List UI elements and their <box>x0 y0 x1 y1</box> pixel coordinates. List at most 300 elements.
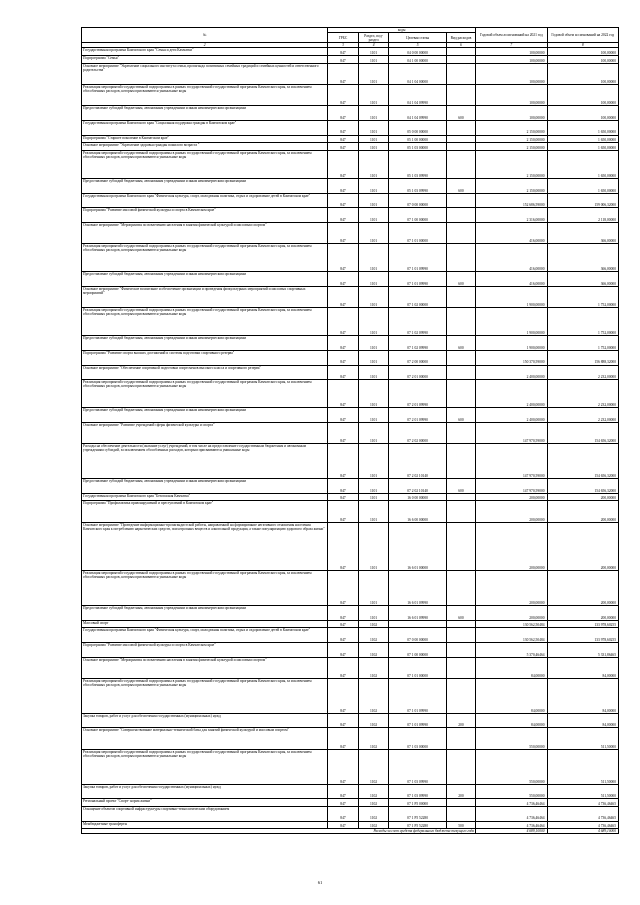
row-name: Основное мероприятие "Укрепление социального института семьи, пропаганда позитивных семейных традиций и семейных ценностей и ответственного родительства" <box>82 63 328 84</box>
row-grbs: 847 <box>328 799 359 807</box>
row-2021: 84,00000 <box>476 713 547 728</box>
row-2022: 154 656,32000 <box>547 444 618 479</box>
row-2022: 366,00000 <box>547 222 618 243</box>
row-target: 07 2 02 10140 <box>389 444 446 479</box>
row-name: Предоставление субсидий бюджетным, автономным учреждениям и иным некоммерческим организациям <box>82 408 328 423</box>
row-2021: 100,00000 <box>476 85 547 106</box>
table-row <box>82 479 619 494</box>
row-kind <box>446 799 475 807</box>
row-2021: 200,00000 <box>476 522 547 570</box>
row-target: 07 0 00 00000 <box>389 193 446 208</box>
row-grbs: 847 <box>328 63 359 84</box>
row-name: Реализация мероприятий государственной подпрограммы в рамках государственной государственной программы Камчатского края, за исключением обособленных расходов, которым присваиваются уникальные коды <box>82 749 328 784</box>
row-kind <box>446 501 475 522</box>
row-section: 1101 <box>358 143 389 151</box>
row-target: 16 6 01 09990 <box>389 606 446 621</box>
row-2022: 133 978,60255 <box>547 620 618 628</box>
row-grbs: 847 <box>328 408 359 423</box>
row-name: Подпрограмма "Развитие массовой физической культуры и спорта в Камчатском крае" <box>82 643 328 658</box>
row-grbs: 847 <box>328 628 359 643</box>
table-header <box>82 28 619 48</box>
row-2021: 84,00000 <box>476 657 547 678</box>
row-target: 05 1 03 09990 <box>389 151 446 179</box>
row-target: 07 1 02 00000 <box>389 286 446 307</box>
row-target: 07 1 02 09990 <box>389 308 446 336</box>
row-target: 04 1 00 00000 <box>389 55 446 63</box>
row-kind <box>446 380 475 408</box>
row-target: 07 2 02 00000 <box>389 422 446 443</box>
row-target: 05 0 00 00000 <box>389 121 446 136</box>
row-kind: 600 <box>446 336 475 351</box>
index-cell: 4 <box>358 43 389 48</box>
row-section: 1102 <box>358 821 389 829</box>
row-2022: 200,00000 <box>547 571 618 606</box>
row-name: Реализация мероприятий государственной подпрограммы в рамках государственной государственной программы Камчатского края, за исключением обособленных расходов, которым присваиваются уникальные коды <box>82 151 328 179</box>
table-row <box>82 208 619 223</box>
row-section: 1101 <box>358 121 389 136</box>
row-section: 1101 <box>358 55 389 63</box>
row-2021: 550,00000 <box>476 784 547 799</box>
row-name: Государственная программа Камчатского края "Физическая культура, спорт, молодежная политика, отдых и оздоровление детей в Камчатском крае" <box>82 193 328 208</box>
row-2022: 84,00000 <box>547 657 618 678</box>
row-2021: 5 370,46464 <box>476 643 547 658</box>
row-grbs: 847 <box>328 106 359 121</box>
table-row <box>82 643 619 658</box>
row-2021: 2 150,00000 <box>476 179 547 194</box>
row-2021: 4 736,46464 <box>476 799 547 807</box>
table-row <box>82 121 619 136</box>
row-2022: 100,00000 <box>547 55 618 63</box>
federal-budget-row <box>82 829 619 834</box>
row-kind <box>446 628 475 643</box>
row-section: 1102 <box>358 807 389 822</box>
row-target: 05 1 03 00000 <box>389 143 446 151</box>
row-target: 07 1 00 00000 <box>389 208 446 223</box>
row-2022: 2 232,00000 <box>547 365 618 380</box>
row-target: 16 6 01 09990 <box>389 571 446 606</box>
row-2021: 150 370,59000 <box>476 351 547 366</box>
row-kind: 600 <box>446 479 475 494</box>
table-row <box>82 308 619 336</box>
row-2021: 130 562,50484 <box>476 628 547 643</box>
row-2022: 366,00000 <box>547 272 618 287</box>
row-section: 1101 <box>358 135 389 143</box>
row-2021: 2 316,00000 <box>476 208 547 223</box>
table-row <box>82 522 619 570</box>
row-section: 1102 <box>358 784 389 799</box>
row-name: Основное мероприятие "Проведение информационно-пропагандистской работы, направленной на формирование негативного отношения населения Камчатского края к потреблению наркотических средств, психотропных веществ и алкогольной продукции, а также популяризацию здорового образа жизни" <box>82 522 328 570</box>
row-kind <box>446 286 475 307</box>
row-section: 1102 <box>358 799 389 807</box>
row-grbs: 847 <box>328 193 359 208</box>
row-kind <box>446 643 475 658</box>
federal-budget-2021: 4 689,10000 <box>476 829 547 834</box>
row-2022: 84,00000 <box>547 678 618 713</box>
table-row <box>82 620 619 628</box>
row-name: Реализация мероприятий государственной подпрограммы в рамках государственной государственной программы Камчатского края, за исключением обособленных расходов, которым присваиваются уникальные коды <box>82 571 328 606</box>
row-grbs: 847 <box>328 365 359 380</box>
budget-table <box>81 27 619 834</box>
row-kind: 600 <box>446 606 475 621</box>
row-grbs: 847 <box>328 308 359 336</box>
row-section: 1102 <box>358 749 389 784</box>
row-2022: 1 752,00000 <box>547 336 618 351</box>
header-2021: Годовой объем ассигнований на 2021 год <box>476 28 547 43</box>
row-kind <box>446 749 475 784</box>
row-2021: 100,00000 <box>476 63 547 84</box>
row-2022: 200,00000 <box>547 501 618 522</box>
table-row <box>82 286 619 307</box>
row-name: Предоставление субсидий бюджетным, автономным учреждениям и иным некоммерческим организациям <box>82 479 328 494</box>
row-kind: 600 <box>446 106 475 121</box>
row-2022: 154 656,32000 <box>547 479 618 494</box>
row-2021: 2 150,00000 <box>476 135 547 143</box>
row-kind: 200 <box>446 713 475 728</box>
row-section: 1101 <box>358 336 389 351</box>
row-section: 1101 <box>358 179 389 194</box>
row-2021: 200,00000 <box>476 606 547 621</box>
table-row <box>82 151 619 179</box>
row-section: 1101 <box>358 106 389 121</box>
row-name: Государственная программа Камчатского края "Безопасная Камчатка" <box>82 493 328 501</box>
row-2022: 511,50000 <box>547 728 618 749</box>
row-target: 07 1 P5 52280 <box>389 821 446 829</box>
table-row <box>82 244 619 272</box>
row-grbs: 847 <box>328 208 359 223</box>
row-grbs: 847 <box>328 522 359 570</box>
row-2021: 1 900,00000 <box>476 336 547 351</box>
row-2022: 200,00000 <box>547 522 618 570</box>
row-grbs: 847 <box>328 380 359 408</box>
row-name: Реализация мероприятий государственной подпрограммы в рамках государственной государственной программы Камчатского края, за исключением обособленных расходов, которым присваиваются уникальные коды <box>82 678 328 713</box>
row-name: Основное мероприятие "Физическое воспитание и обеспечение организации и проведения физкультурных мероприятий и массовых спортивных мероприятий" <box>82 286 328 307</box>
row-target: 07 1 01 09990 <box>389 713 446 728</box>
row-kind <box>446 351 475 366</box>
row-section: 1102 <box>358 678 389 713</box>
row-2021: 147 970,59000 <box>476 422 547 443</box>
row-kind: 600 <box>446 272 475 287</box>
row-kind <box>446 422 475 443</box>
row-section: 1102 <box>358 728 389 749</box>
row-grbs: 847 <box>328 151 359 179</box>
row-kind <box>446 620 475 628</box>
header-target: Целевая статья <box>389 33 446 43</box>
header-section: Раздел, под-раздел <box>358 33 389 43</box>
header-grbs: ГРБС <box>328 33 359 43</box>
row-2022: 4 736,46465 <box>547 807 618 822</box>
row-2021: 200,00000 <box>476 501 547 522</box>
table-row <box>82 657 619 678</box>
row-section: 1101 <box>358 286 389 307</box>
federal-budget-label: Расходы за счет средств федерального бюджета текущего года <box>82 829 476 834</box>
row-grbs: 847 <box>328 713 359 728</box>
row-name: Государственная программа Камчатского края "Физическая культура, спорт, молодежная политика, отдых и оздоровление детей в Камчатском крае" <box>82 628 328 643</box>
row-2022: 366,00000 <box>547 244 618 272</box>
table-row <box>82 493 619 501</box>
row-grbs: 847 <box>328 179 359 194</box>
row-2022: 156 888,32000 <box>547 351 618 366</box>
row-2022: 1 650,00000 <box>547 121 618 136</box>
row-target: 07 0 00 00000 <box>389 628 446 643</box>
table-row <box>82 678 619 713</box>
header-codes: коды <box>328 28 476 33</box>
row-section: 1101 <box>358 308 389 336</box>
table-row <box>82 351 619 366</box>
row-2022: 4 736,46465 <box>547 799 618 807</box>
table-row <box>82 408 619 423</box>
row-kind: 200 <box>446 784 475 799</box>
row-target: 07 2 01 09990 <box>389 408 446 423</box>
row-kind <box>446 244 475 272</box>
row-section: 1101 <box>358 422 389 443</box>
row-kind <box>446 678 475 713</box>
row-name: Межбюджетные трансферты <box>82 821 328 829</box>
row-kind <box>446 135 475 143</box>
table-row <box>82 628 619 643</box>
row-2022: 2 232,00000 <box>547 380 618 408</box>
table-row <box>82 48 619 56</box>
row-section: 1101 <box>358 272 389 287</box>
row-2021: 200,00000 <box>476 571 547 606</box>
row-name: Реализация мероприятий государственной подпрограммы в рамках государственной государственной программы Камчатского края, за исключением обособленных расходов, которым присваиваются уникальные коды <box>82 308 328 336</box>
row-kind: 500 <box>446 821 475 829</box>
row-name: Государственная программа Камчатского края "Семья и дети Камчатки" <box>82 48 328 56</box>
row-target: 07 1 03 09990 <box>389 784 446 799</box>
index-cell: 2 <box>82 43 328 48</box>
table-row <box>82 135 619 143</box>
table-row <box>82 799 619 807</box>
row-grbs: 847 <box>328 222 359 243</box>
row-kind <box>446 85 475 106</box>
row-kind <box>446 193 475 208</box>
row-kind: 600 <box>446 179 475 194</box>
row-kind <box>446 55 475 63</box>
row-target: 07 1 01 09990 <box>389 272 446 287</box>
row-kind <box>446 63 475 84</box>
table-row <box>82 143 619 151</box>
row-section: 1102 <box>358 620 389 628</box>
row-2021: 4 736,46464 <box>476 821 547 829</box>
row-2021: 152 686,59000 <box>476 193 547 208</box>
row-grbs: 847 <box>328 606 359 621</box>
row-grbs: 847 <box>328 657 359 678</box>
row-grbs: 847 <box>328 121 359 136</box>
row-grbs: 847 <box>328 678 359 713</box>
row-target: 04 1 04 00000 <box>389 63 446 84</box>
row-name: Массовый спорт <box>82 620 328 628</box>
row-section: 1101 <box>358 571 389 606</box>
row-section: 1101 <box>358 85 389 106</box>
index-cell: 8 <box>547 43 618 48</box>
row-target: 07 1 00 00000 <box>389 643 446 658</box>
row-target: 07 1 01 09990 <box>389 244 446 272</box>
row-2021: 200,00000 <box>476 493 547 501</box>
row-target: 05 1 00 00000 <box>389 135 446 143</box>
row-2021: 2 400,00000 <box>476 380 547 408</box>
row-2021: 100,00000 <box>476 106 547 121</box>
row-section: 1101 <box>358 365 389 380</box>
table-row <box>82 713 619 728</box>
row-name: Предоставление субсидий бюджетным, автономным учреждениям и иным некоммерческим организациям <box>82 272 328 287</box>
row-2021: 1 900,00000 <box>476 286 547 307</box>
row-section: 1101 <box>358 479 389 494</box>
row-2021: 416,00000 <box>476 272 547 287</box>
row-section: 1101 <box>358 408 389 423</box>
row-target: 16 0 00 00000 <box>389 493 446 501</box>
row-target: 07 2 02 10140 <box>389 479 446 494</box>
row-2022: 200,00000 <box>547 493 618 501</box>
row-target: 07 1 03 00000 <box>389 728 446 749</box>
row-grbs: 847 <box>328 784 359 799</box>
table-body <box>82 48 619 829</box>
row-2022: 1 650,00000 <box>547 135 618 143</box>
row-section: 1102 <box>358 643 389 658</box>
row-target: 04 1 04 09990 <box>389 85 446 106</box>
table-row <box>82 365 619 380</box>
row-2022: 159 006,32000 <box>547 193 618 208</box>
row-2021: 147 970,59000 <box>476 479 547 494</box>
row-name: Предоставление субсидий бюджетным, автономным учреждениям и иным некоммерческим организациям <box>82 106 328 121</box>
row-name: Основное мероприятие "Мероприятия по вовлечению населения в занятия физической культурой и массовым спортом" <box>82 657 328 678</box>
row-grbs: 847 <box>328 143 359 151</box>
row-name: Основное мероприятие "Развитие учреждений сферы физической культуры и спорта" <box>82 422 328 443</box>
table-row <box>82 422 619 443</box>
row-grbs: 847 <box>328 571 359 606</box>
federal-budget-2022: 4 689,10000 <box>547 829 618 834</box>
row-2022: 100,00000 <box>547 85 618 106</box>
row-section: 1101 <box>358 380 389 408</box>
table-row <box>82 55 619 63</box>
row-2021: 2 150,00000 <box>476 121 547 136</box>
table-row <box>82 222 619 243</box>
header-kind: Вид расходов <box>446 33 475 43</box>
row-name: Государственная программа Камчатского края "Социальная поддержка граждан в Камчатском крае" <box>82 121 328 136</box>
row-grbs: 847 <box>328 807 359 822</box>
header-2022: Годовой объем ассигнований на 2022 год <box>547 28 618 43</box>
row-kind <box>446 444 475 479</box>
row-2022: 511,50000 <box>547 749 618 784</box>
row-grbs: 847 <box>328 85 359 106</box>
row-kind <box>446 728 475 749</box>
index-cell: 3 <box>328 43 359 48</box>
index-cell: 5 <box>389 43 446 48</box>
row-2021: 130 562,50484 <box>476 620 547 628</box>
row-section: 1101 <box>358 351 389 366</box>
row-name: Предоставление субсидий бюджетным, автономным учреждениям и иным некоммерческим организациям <box>82 179 328 194</box>
row-name: Основное мероприятие "Совершенствование материально-технической базы для занятий физической культурой и массовым спортом" <box>82 728 328 749</box>
row-target: 07 2 01 00000 <box>389 365 446 380</box>
row-target: 05 1 03 09990 <box>389 179 446 194</box>
row-2022: 100,00000 <box>547 106 618 121</box>
row-section: 1101 <box>358 222 389 243</box>
row-target: 07 1 01 00000 <box>389 222 446 243</box>
table-row <box>82 336 619 351</box>
table-row <box>82 807 619 822</box>
row-name: Подпрограмма "Развитие спорта высших достижений и системы подготовки спортивного резерва" <box>82 351 328 366</box>
table-row <box>82 106 619 121</box>
row-2022: 154 656,32000 <box>547 422 618 443</box>
row-target: 07 1 01 09990 <box>389 678 446 713</box>
row-kind <box>446 121 475 136</box>
row-2022: 1 650,00000 <box>547 151 618 179</box>
row-grbs: 847 <box>328 135 359 143</box>
index-cell: 6 <box>446 43 475 48</box>
row-section: 1102 <box>358 657 389 678</box>
row-2022: 2 232,00000 <box>547 408 618 423</box>
table-row <box>82 728 619 749</box>
table-row <box>82 571 619 606</box>
row-grbs: 847 <box>328 48 359 56</box>
row-name: Подпрограмма "Старшее поколение в Камчатском крае" <box>82 135 328 143</box>
row-2021: 2 400,00000 <box>476 408 547 423</box>
row-target: 07 1 P5 00000 <box>389 799 446 807</box>
row-grbs: 847 <box>328 422 359 443</box>
row-grbs: 847 <box>328 493 359 501</box>
row-name: Расходы на обеспечение деятельности (оказание услуг) учреждений, в том числе на предоставление государственным бюджетным и автономным учреждениям субсидий, за исключением обособленных расходов, которым присваиваются уникальные коды <box>82 444 328 479</box>
table-row <box>82 444 619 479</box>
table-row <box>82 272 619 287</box>
row-2022: 133 978,60255 <box>547 628 618 643</box>
row-grbs: 847 <box>328 55 359 63</box>
table-row <box>82 501 619 522</box>
row-name: Подпрограмма "Семья" <box>82 55 328 63</box>
row-target: 07 2 01 09990 <box>389 380 446 408</box>
row-name: Основное мероприятие "Обеспечение спортивной подготовки спортсменов высокого класса и спортивного резерва" <box>82 365 328 380</box>
row-section: 1101 <box>358 444 389 479</box>
table-row <box>82 179 619 194</box>
row-target: 07 1 03 09990 <box>389 749 446 784</box>
row-2022: 100,00000 <box>547 48 618 56</box>
row-name: Оснащение объектов спортивной инфраструктуры спортивно-технологическим оборудованием <box>82 807 328 822</box>
row-2022: 1 650,00000 <box>547 143 618 151</box>
row-2022: 4 736,46465 <box>547 821 618 829</box>
row-2022: 84,00000 <box>547 713 618 728</box>
row-grbs: 847 <box>328 749 359 784</box>
row-section: 1101 <box>358 63 389 84</box>
header-num: № <box>82 28 328 43</box>
row-kind <box>446 151 475 179</box>
row-kind: 600 <box>446 408 475 423</box>
row-2021: 550,00000 <box>476 749 547 784</box>
row-grbs: 847 <box>328 286 359 307</box>
row-target: 07 2 00 00000 <box>389 351 446 366</box>
row-kind <box>446 222 475 243</box>
row-section: 1101 <box>358 193 389 208</box>
row-section: 1101 <box>358 501 389 522</box>
row-grbs: 847 <box>328 620 359 628</box>
row-kind <box>446 48 475 56</box>
row-section: 1102 <box>358 713 389 728</box>
row-name: Подпрограмма "Развитие массовой физической культуры и спорта в Камчатском крае" <box>82 208 328 223</box>
row-section: 1101 <box>358 522 389 570</box>
row-2021: 84,00000 <box>476 678 547 713</box>
row-kind <box>446 365 475 380</box>
row-2021: 2 150,00000 <box>476 143 547 151</box>
row-target: 04 1 04 09990 <box>389 106 446 121</box>
row-grbs: 847 <box>328 479 359 494</box>
row-name: Закупка товаров, работ и услуг для обеспечения государственных (муниципальных) нужд <box>82 713 328 728</box>
row-kind <box>446 143 475 151</box>
row-kind <box>446 657 475 678</box>
index-cell: 7 <box>476 43 547 48</box>
row-name: Реализация мероприятий государственной подпрограммы в рамках государственной государственной программы Камчатского края, за исключением обособленных расходов, которым присваиваются уникальные коды <box>82 85 328 106</box>
row-name: Основное мероприятие "Мероприятия по вовлечению населения в занятия физической культурой и массовым спортом" <box>82 222 328 243</box>
row-2021: 100,00000 <box>476 48 547 56</box>
row-2022: 1 650,00000 <box>547 179 618 194</box>
row-target <box>389 620 446 628</box>
row-section: 1101 <box>358 493 389 501</box>
row-grbs: 847 <box>328 244 359 272</box>
